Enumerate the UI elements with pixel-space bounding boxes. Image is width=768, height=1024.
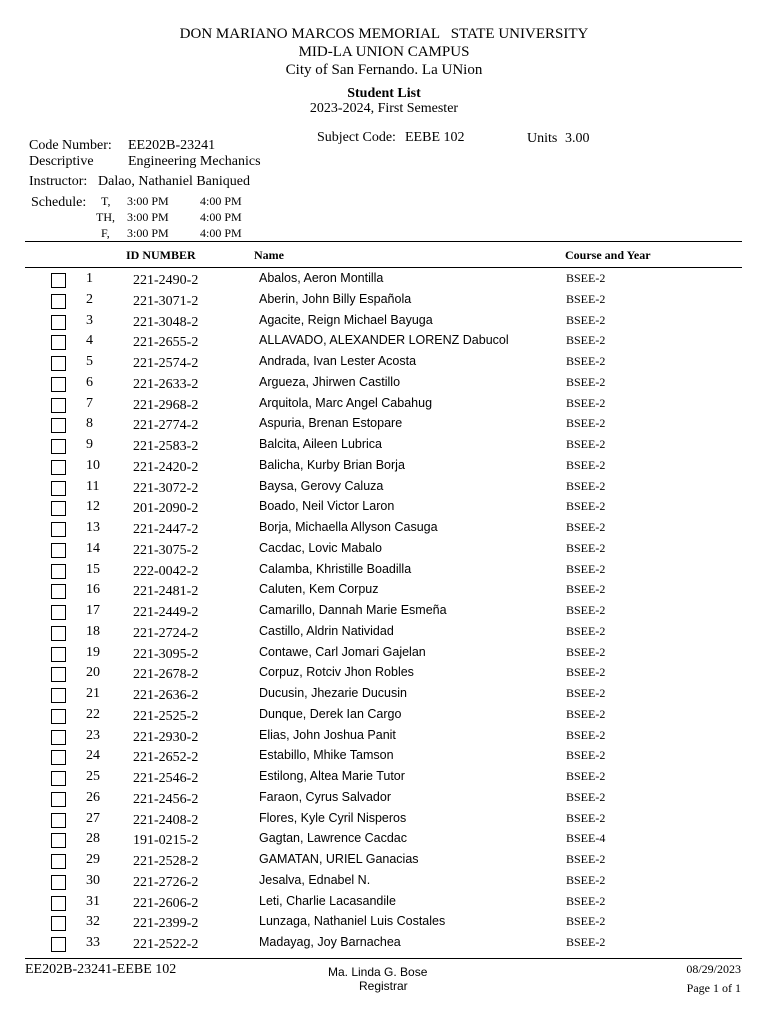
- course-year: BSEE-2: [566, 582, 606, 597]
- table-row: [0, 624, 768, 645]
- student-id: 221-2481-2: [133, 584, 199, 600]
- course-year: BSEE-2: [566, 374, 606, 389]
- col-header-id: ID NUMBER: [126, 248, 196, 262]
- row-number: 10: [86, 457, 100, 473]
- schedule-label: Schedule:: [31, 195, 87, 210]
- attendance-checkbox[interactable]: [51, 709, 66, 724]
- signatory-name: Ma. Linda G. Bose: [328, 965, 428, 979]
- schedule-day: F,: [101, 226, 110, 240]
- attendance-checkbox[interactable]: [51, 460, 66, 475]
- student-name: Jesalva, Ednabel N.: [259, 872, 371, 887]
- course-year: BSEE-2: [566, 852, 606, 866]
- row-number: 28: [86, 831, 100, 847]
- student-id: 221-2399-2: [133, 916, 199, 932]
- campus-name: MID-LA UNION CAMPUS: [298, 44, 470, 60]
- student-name: Gagtan, Lawrence Cacdac: [259, 831, 408, 846]
- units: 3.00: [565, 131, 590, 146]
- course-year: BSEE-2: [566, 748, 606, 763]
- attendance-checkbox[interactable]: [51, 522, 66, 537]
- student-id: 221-2449-2: [133, 605, 199, 620]
- attendance-checkbox[interactable]: [51, 398, 66, 413]
- table-row: [0, 499, 768, 520]
- course-year: BSEE-4: [566, 831, 606, 846]
- city-name: City of San Fernando. La UNion: [285, 62, 483, 78]
- row-number: 33: [86, 935, 100, 950]
- code-number: EE202B-23241: [128, 138, 216, 153]
- row-number: 23: [86, 727, 100, 743]
- schedule-day: TH,: [96, 210, 115, 224]
- row-number: 15: [86, 561, 100, 577]
- course-year: BSEE-2: [566, 520, 606, 534]
- table-row: [0, 852, 768, 873]
- student-id: 221-3071-2: [133, 293, 199, 309]
- table-row: [0, 396, 768, 417]
- schedule-end: 4:00 PM: [200, 226, 242, 240]
- course-year: BSEE-2: [566, 478, 606, 493]
- doc-title: Student List: [347, 86, 421, 101]
- student-name: ALLAVADO, ALEXANDER LORENZ Dabucol: [259, 333, 509, 348]
- row-number: 11: [86, 478, 100, 494]
- table-row: [0, 458, 768, 479]
- student-name: Camarillo, Dannah Marie Esmeña: [259, 603, 447, 617]
- student-name: Estabillo, Mhike Tamson: [259, 748, 394, 763]
- table-row: [0, 354, 768, 375]
- schedule-start: 3:00 PM: [127, 210, 169, 224]
- col-header-course: Course and Year: [565, 248, 651, 262]
- course-year: BSEE-2: [566, 354, 606, 368]
- row-number: 5: [86, 354, 93, 369]
- signatory-title: Registrar: [359, 979, 408, 993]
- row-number: 2: [86, 291, 93, 307]
- row-number: 12: [86, 499, 100, 515]
- table-row: [0, 416, 768, 437]
- student-id: 221-2528-2: [133, 854, 199, 869]
- student-id: 221-2655-2: [133, 335, 199, 351]
- course-year: BSEE-2: [566, 603, 606, 617]
- print-date: 08/29/2023: [686, 962, 741, 976]
- course-year: BSEE-2: [566, 271, 606, 285]
- attendance-checkbox[interactable]: [51, 605, 66, 620]
- student-name: Aspuria, Brenan Estopare: [259, 416, 403, 431]
- row-number: 32: [86, 914, 100, 930]
- course-year: BSEE-2: [566, 416, 606, 431]
- table-row: [0, 520, 768, 541]
- course-year: BSEE-2: [566, 893, 606, 908]
- attendance-checkbox[interactable]: [51, 813, 66, 828]
- row-number: 8: [86, 416, 93, 432]
- student-name: Corpuz, Rotciv Jhon Robles: [259, 665, 414, 680]
- row-number: 14: [86, 540, 100, 556]
- table-row: [0, 914, 768, 935]
- instructor: Dalao, Nathaniel Baniqued: [98, 174, 251, 189]
- student-name: Caluten, Kem Corpuz: [259, 582, 379, 597]
- attendance-checkbox[interactable]: [51, 750, 66, 765]
- student-id: 221-2930-2: [133, 729, 199, 745]
- schedule-end: 4:00 PM: [200, 210, 242, 224]
- table-row: [0, 728, 768, 749]
- student-id: 221-3072-2: [133, 480, 199, 496]
- row-number: 4: [86, 333, 93, 349]
- course-year: BSEE-2: [566, 706, 606, 721]
- student-id: 221-2447-2: [133, 522, 199, 537]
- units-label: Units: [527, 131, 558, 146]
- table-row: [0, 707, 768, 728]
- row-number: 26: [86, 789, 100, 805]
- row-number: 31: [86, 893, 100, 909]
- row-number: 30: [86, 872, 100, 888]
- course-year: BSEE-2: [566, 499, 606, 514]
- table-row: [0, 541, 768, 562]
- table-row: [0, 603, 768, 624]
- student-name: Andrada, Ivan Lester Acosta: [259, 354, 417, 368]
- schedule-day: T,: [101, 194, 111, 208]
- course-year: BSEE-2: [566, 457, 606, 472]
- table-row: [0, 292, 768, 313]
- student-name: Flores, Kyle Cyril Nisperos: [259, 810, 407, 825]
- table-row: [0, 935, 768, 956]
- row-number: 6: [86, 374, 93, 390]
- student-id: 221-2456-2: [133, 791, 199, 807]
- subject-code-label: Subject Code:: [317, 130, 396, 145]
- course-year: BSEE-2: [566, 769, 606, 783]
- schedule-start: 3:00 PM: [127, 194, 169, 208]
- row-number: 27: [86, 810, 100, 826]
- table-row: [0, 790, 768, 811]
- footer-code: EE202B-23241-EEBE 102: [25, 962, 177, 977]
- table-row: [0, 271, 768, 292]
- attendance-checkbox[interactable]: [51, 771, 66, 786]
- student-name: Argueza, Jhirwen Castillo: [259, 374, 401, 389]
- course-year: BSEE-2: [566, 623, 606, 638]
- student-name: Balicha, Kurby Brian Borja: [259, 457, 405, 472]
- table-row: [0, 831, 768, 852]
- attendance-checkbox[interactable]: [51, 501, 66, 516]
- code-number-label: Code Number:: [29, 138, 112, 153]
- attendance-checkbox[interactable]: [51, 688, 66, 703]
- attendance-checkbox[interactable]: [51, 584, 66, 599]
- student-name: Estilong, Altea Marie Tutor: [259, 769, 405, 783]
- attendance-checkbox[interactable]: [51, 439, 66, 454]
- attendance-checkbox[interactable]: [51, 916, 66, 931]
- student-name: Borja, Michaella Allyson Casuga: [259, 520, 438, 534]
- student-name: Ducusin, Jhezarie Ducusin: [259, 686, 407, 700]
- row-number: 22: [86, 706, 100, 722]
- attendance-checkbox[interactable]: [51, 875, 66, 890]
- row-number: 20: [86, 665, 100, 681]
- course-year: BSEE-2: [566, 644, 606, 659]
- row-number: 3: [86, 312, 93, 328]
- course-year: BSEE-2: [566, 727, 606, 742]
- attendance-checkbox[interactable]: [51, 896, 66, 911]
- student-id: 221-2636-2: [133, 688, 199, 703]
- footer-rule: [25, 958, 742, 959]
- course-year: BSEE-2: [566, 686, 606, 700]
- attendance-checkbox[interactable]: [51, 564, 66, 579]
- table-row: [0, 665, 768, 686]
- student-name: Elias, John Joshua Panit: [259, 727, 396, 742]
- student-name: Balcita, Aileen Lubrica: [259, 437, 382, 451]
- course-year: BSEE-2: [566, 333, 606, 348]
- row-number: 17: [86, 603, 100, 618]
- course-year: BSEE-2: [566, 437, 606, 451]
- student-id: 221-2522-2: [133, 937, 199, 952]
- course-year: BSEE-2: [566, 914, 606, 929]
- table-row: [0, 769, 768, 790]
- attendance-checkbox[interactable]: [51, 418, 66, 433]
- student-id: 221-2633-2: [133, 376, 199, 392]
- student-name: Boado, Neil Victor Laron: [259, 499, 395, 514]
- attendance-checkbox[interactable]: [51, 626, 66, 641]
- table-row: [0, 313, 768, 334]
- student-id: 221-2574-2: [133, 356, 199, 371]
- attendance-checkbox[interactable]: [51, 356, 66, 371]
- attendance-checkbox[interactable]: [51, 647, 66, 662]
- attendance-checkbox[interactable]: [51, 543, 66, 558]
- student-id: 221-2678-2: [133, 667, 199, 683]
- student-id: 221-3095-2: [133, 646, 199, 662]
- attendance-checkbox[interactable]: [51, 315, 66, 330]
- student-id: 221-2724-2: [133, 625, 199, 641]
- student-name: Castillo, Aldrin Natividad: [259, 623, 394, 638]
- student-id: 221-2525-2: [133, 708, 199, 724]
- student-name: Calamba, Khristille Boadilla: [259, 561, 412, 576]
- row-number: 29: [86, 852, 100, 867]
- course-year: BSEE-2: [566, 665, 606, 680]
- student-id: 222-0042-2: [133, 563, 199, 579]
- student-name: Leti, Charlie Lacasandile: [259, 893, 396, 908]
- attendance-checkbox[interactable]: [51, 854, 66, 869]
- attendance-checkbox[interactable]: [51, 833, 66, 848]
- row-number: 18: [86, 623, 100, 639]
- course-year: BSEE-2: [566, 540, 606, 555]
- instructor-label: Instructor:: [29, 174, 88, 189]
- table-row: [0, 894, 768, 915]
- student-id: 221-2606-2: [133, 895, 199, 911]
- table-row: [0, 811, 768, 832]
- table-row: [0, 437, 768, 458]
- attendance-checkbox[interactable]: [51, 481, 66, 496]
- row-number: 13: [86, 520, 100, 535]
- student-name: Baysa, Gerovy Caluza: [259, 478, 384, 493]
- student-id: 221-2774-2: [133, 418, 199, 434]
- table-row: [0, 686, 768, 707]
- student-name: Aberin, John Billy Española: [259, 291, 412, 306]
- attendance-checkbox[interactable]: [51, 335, 66, 350]
- student-name: Cacdac, Lovic Mabalo: [259, 540, 382, 555]
- student-name: Madayag, Joy Barnachea: [259, 935, 401, 949]
- student-id: 191-0215-2: [133, 833, 199, 849]
- course-year: BSEE-2: [566, 872, 606, 887]
- row-number: 25: [86, 769, 100, 784]
- table-row: [0, 479, 768, 500]
- row-number: 1: [86, 271, 93, 286]
- table-row: [0, 333, 768, 354]
- row-number: 7: [86, 395, 93, 411]
- attendance-checkbox[interactable]: [51, 273, 66, 288]
- student-name: Abalos, Aeron Montilla: [259, 271, 384, 285]
- student-id: 221-2420-2: [133, 459, 199, 475]
- student-name: GAMATAN, URIEL Ganacias: [259, 852, 419, 866]
- table-row: [0, 645, 768, 666]
- col-header-name: Name: [254, 248, 284, 262]
- attendance-checkbox[interactable]: [51, 937, 66, 952]
- student-id: 201-2090-2: [133, 501, 199, 517]
- table-row: [0, 748, 768, 769]
- student-name: Faraon, Cyrus Salvador: [259, 789, 392, 804]
- student-name: Agacite, Reign Michael Bayuga: [259, 312, 433, 327]
- table-row: [0, 873, 768, 894]
- student-name: Contawe, Carl Jomari Gajelan: [259, 644, 426, 659]
- student-id: 221-2726-2: [133, 874, 199, 890]
- course-year: BSEE-2: [566, 312, 606, 327]
- table-row: [0, 562, 768, 583]
- descriptive: Engineering Mechanics: [128, 154, 261, 169]
- student-id: 221-2408-2: [133, 812, 199, 828]
- schedule-start: 3:00 PM: [127, 226, 169, 240]
- student-id: 221-2583-2: [133, 439, 199, 454]
- row-number: 24: [86, 748, 100, 764]
- course-year: BSEE-2: [566, 561, 606, 576]
- student-name: Dunque, Derek Ian Cargo: [259, 706, 402, 721]
- course-year: BSEE-2: [566, 395, 606, 410]
- student-name: Lunzaga, Nathaniel Luis Costales: [259, 914, 446, 929]
- page-number: Page 1 of 1: [686, 981, 741, 995]
- attendance-checkbox[interactable]: [51, 294, 66, 309]
- row-number: 21: [86, 686, 100, 701]
- student-id: 221-3075-2: [133, 542, 199, 558]
- attendance-checkbox[interactable]: [51, 730, 66, 745]
- attendance-checkbox[interactable]: [51, 792, 66, 807]
- term: 2023-2024, First Semester: [309, 101, 459, 116]
- student-id: 221-3048-2: [133, 314, 199, 330]
- row-number: 9: [86, 437, 93, 452]
- student-id: 221-2490-2: [133, 273, 199, 288]
- university-name: DON MARIANO MARCOS MEMORIAL STATE UNIVERSITY: [179, 26, 589, 42]
- table-row: [0, 582, 768, 603]
- course-year: BSEE-2: [566, 935, 606, 949]
- attendance-checkbox[interactable]: [51, 377, 66, 392]
- descriptive-label: Descriptive: [29, 154, 94, 169]
- attendance-checkbox[interactable]: [51, 667, 66, 682]
- course-year: BSEE-2: [566, 291, 606, 306]
- course-year: BSEE-2: [566, 810, 606, 825]
- row-number: 16: [86, 582, 100, 598]
- student-name: Arquitola, Marc Angel Cabahug: [259, 395, 433, 410]
- student-id: 221-2968-2: [133, 397, 199, 413]
- subject-code: EEBE 102: [405, 130, 465, 145]
- course-year: BSEE-2: [566, 789, 606, 804]
- table-row: [0, 375, 768, 396]
- student-id: 221-2652-2: [133, 750, 199, 766]
- student-id: 221-2546-2: [133, 771, 199, 786]
- row-number: 19: [86, 644, 100, 660]
- schedule-end: 4:00 PM: [200, 194, 242, 208]
